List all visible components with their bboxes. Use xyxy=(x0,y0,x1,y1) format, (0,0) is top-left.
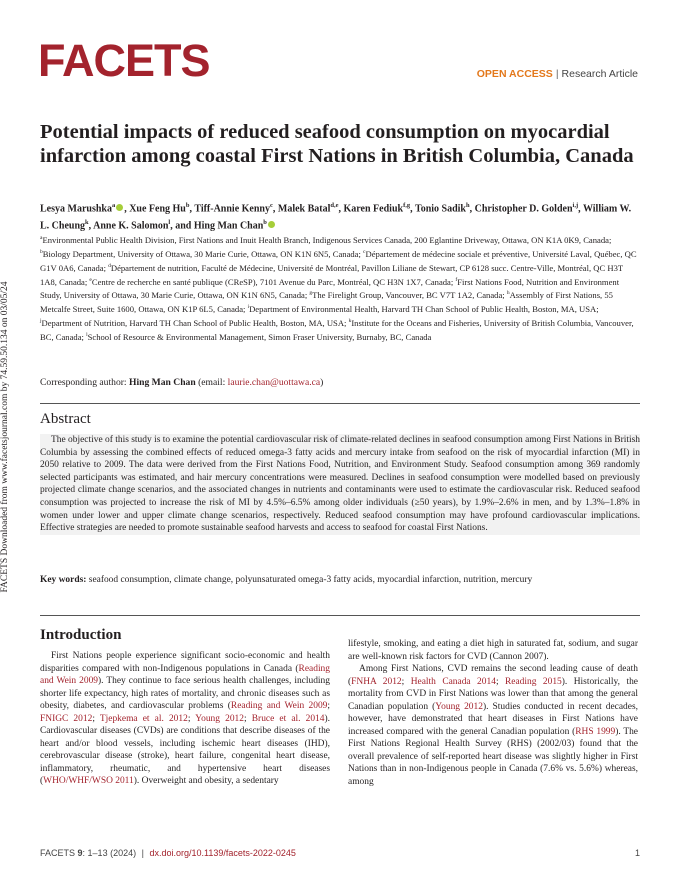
body-text: Among First Nations, CVD remains the second leading cause of death ( xyxy=(348,664,638,687)
abstract-divider xyxy=(40,403,640,404)
orcid-icon[interactable] xyxy=(268,221,275,228)
author-affiliation-sup: b xyxy=(263,218,267,226)
author-list: Lesya Marushka$^a$ , Xue Feng Hu$^b$, Tiff-Annie Kenny$^c$, Malek Batal$^{d,e}$, Karen Fediuk$^{f,g}$, Tonio Sadik$^h$, Christopher D. Golden$^{i,j}$, William W. L. Cheung$^k$, Anne K. Salomon$^l$, and Hing Man Chan$^b$ xyxy=(40,202,632,232)
citation-link[interactable]: Reading and Wein 2009 xyxy=(230,701,328,711)
keywords xyxy=(40,574,640,587)
article-type-header xyxy=(477,68,638,80)
affiliation-text: Département de médecine sociale et préventive, Université Laval, Québec, QC G1V 0A6, Canada; xyxy=(40,248,637,273)
body-text: ). They continue to face serious health challenges, including shorter life expectancy, high rates of mortality, and chronic diseases such as obesity, diabetes, and cardiovascular problems ( xyxy=(40,676,330,711)
citation-link[interactable]: Health Canada 2014 xyxy=(410,676,496,687)
page-footer xyxy=(40,848,640,858)
affiliation-text: Biology Department, University of Ottawa, 30 Marie Curie, Ottawa, ON K1N 6N5, Canada; xyxy=(42,248,364,259)
affiliation-text: Department of Nutrition, Harvard TH Chan School of Public Health, Boston, MA, USA; xyxy=(41,318,349,329)
affiliation-text: Department of Environmental Health, Harvard TH Chan School of Public Health, Boston, MA, USA; xyxy=(249,304,599,315)
affiliation-sup: j xyxy=(40,318,42,325)
affiliation-text: Institute for the Oceans and Fisheries, University of British Columbia, Vancouver, BC, Canada; xyxy=(40,318,634,342)
body-text: ). The First Nations Regional Health Survey (RHS) (2002/03) found that the overall prevalence of self-reported heart disease was slightly higher in First Nations than in non-Indigenous people in Canada (7.6% vs. 5.6%) whereas, among xyxy=(348,726,638,787)
open-access-label: OPEN ACCESS xyxy=(476,68,553,80)
body-text: ; xyxy=(92,713,100,724)
facets-logo[interactable] xyxy=(38,35,210,86)
affiliation-sup: h xyxy=(506,290,510,297)
affiliation-text: Département de nutrition, Faculté de Médecine, Université de Montréal, Pavillon Liliane de Stewart, CP 6128 succ. Centre-Ville, Montréal, QC H3T 1A8, Canada; xyxy=(40,262,623,287)
author-name: Karen Fediuk xyxy=(343,203,404,215)
citation-link[interactable]: FNHA 2012 xyxy=(351,676,402,687)
affiliation-sup: d xyxy=(108,262,111,269)
article-title: Potential impacts of reduced seafood consumption on myocardial infarction among coastal First Nations in British Columbia, Canada xyxy=(40,121,634,167)
body-text: ). Cardiovascular diseases (CVDs) are conditions that describe diseases of the heart and/or blood vessels, including ischemic heart diseases (IHD), cerebrovascular disease (stroke), heart failure, congenital heart disease, inflammatory, rheumatic, and hypertensive heart diseases ( xyxy=(40,713,331,786)
affiliation-text: Centre de recherche en santé publique (CReSP), 7101 Avenue du Parc, Montréal, QC H3N 1X7, Canada; xyxy=(91,276,456,287)
author-name: Tonio Sadik xyxy=(414,203,466,215)
body-text: ; xyxy=(244,713,252,724)
author-name: Malek Batal xyxy=(277,203,331,215)
author-affiliation-sup: f,g xyxy=(403,202,411,209)
affiliation-sup: k xyxy=(348,318,352,325)
intro-divider xyxy=(40,615,640,616)
page-number: 1 xyxy=(634,848,640,858)
article-type-label: Research Article xyxy=(561,68,638,80)
footer-divider: | xyxy=(141,848,144,858)
intro-right-column xyxy=(348,638,638,788)
email-suffix: ) xyxy=(320,377,324,388)
affiliation-text: The Firelight Group, Vancouver, BC V7T 1A2, Canada; xyxy=(312,290,507,301)
citation-link[interactable]: Young 2012 xyxy=(435,701,483,712)
author-name: William W. L. Cheung xyxy=(40,203,632,232)
author-name: Christopher D. Golden xyxy=(474,203,573,215)
intro-paragraph-1-continued: lifestyle, smoking, and eating a diet high in saturated fat, sodium, and sugar are well-known risk factors for CVD (Cannon 2007). xyxy=(348,639,638,662)
facets-logo-text: FACETS xyxy=(38,35,210,86)
author-name: Tiff-Annie Kenny xyxy=(194,203,270,215)
citation-link[interactable]: Reading and Wein 2009 xyxy=(40,663,330,686)
corresponding-label: Corresponding author: xyxy=(40,377,127,388)
author-name: and Hing Man Chan xyxy=(175,220,264,232)
author-affiliation-sup: c xyxy=(270,202,273,209)
affiliation-sup: e xyxy=(89,276,92,283)
corresponding-author xyxy=(40,377,640,388)
header-separator: | xyxy=(555,68,559,80)
body-text: First Nations people experience significant socio-economic and health disparities compared with non-Indigenous populations in Canada ( xyxy=(40,651,330,674)
body-text: ; xyxy=(187,713,196,724)
citation-link[interactable]: Bruce et al. 2014 xyxy=(251,713,325,724)
author-affiliation-sup: h xyxy=(466,202,470,209)
body-text: ). Historically, the mortality from CVD in First Nations was lower than that among the general Canadian population ( xyxy=(348,676,638,712)
body-text: ; xyxy=(327,701,331,711)
affiliation-sup: b xyxy=(40,248,43,255)
affiliation-sup: f xyxy=(455,276,458,283)
affiliation-text: School of Resource & Environmental Management, Simon Fraser University, Burnaby, BC, Canada xyxy=(87,331,432,342)
affiliation-text: Assembly of First Nations, 55 Metcalfe Street, Suite 1600, Ottawa, ON K1P 6L5, Canada; xyxy=(40,290,613,315)
citation-link[interactable]: Young 2012 xyxy=(195,713,244,724)
keywords-text: seafood consumption, climate change, polyunsaturated omega-3 fatty acids, myocardial infarction, nutrition, mercury xyxy=(88,575,533,585)
affiliation-text: Environmental Public Health Division, First Nations and Inuit Health Branch, Indigenous Services Canada, 200 Eglantine Driveway, Ottawa, ON K1A 0K9, Canada; xyxy=(42,234,612,245)
body-text: ). Overweight and obesity, a sedentary xyxy=(133,776,279,786)
download-sidebar: FACETS Downloaded from www.facetsjournal.com by 74.59.50.134 on 03/05/24 xyxy=(0,281,10,593)
introduction-heading: Introduction xyxy=(40,627,122,643)
abstract-heading: Abstract xyxy=(40,411,91,427)
citation-link[interactable]: Tjepkema et al. 2012 xyxy=(99,713,188,724)
author-affiliation-sup: i,j xyxy=(572,202,579,209)
body-text: ; xyxy=(401,676,411,687)
affiliation-sup: l xyxy=(86,332,88,339)
email-prefix: (email: xyxy=(198,377,226,388)
author-affiliation-sup: a xyxy=(111,202,116,209)
affiliation-sup: g xyxy=(309,290,313,297)
footer-volume: 9 xyxy=(77,848,83,858)
affiliation-text: First Nations Food, Nutrition and Environment Study, University of Ottawa, 30 Marie Curie, Ottawa, ON K1N 6N5, Canada; xyxy=(40,276,620,301)
intro-paragraph-1 xyxy=(40,650,330,788)
author-affiliation-sup: d,e xyxy=(330,202,339,209)
citation-link[interactable]: Reading 2015 xyxy=(505,676,562,687)
footer-pages: : 1–13 (2024) xyxy=(82,848,137,858)
intro-paragraph-2 xyxy=(348,663,638,788)
author-name: Lesya Marushka xyxy=(40,203,112,215)
author-affiliation-sup: l xyxy=(168,218,171,226)
affiliation-sup: a xyxy=(40,235,43,241)
citation-link[interactable]: WHO/WHF/WSO 2011 xyxy=(43,776,134,786)
footer-journal: FACETS xyxy=(40,848,76,858)
body-text: ). Studies conducted in recent decades, however, have demonstrated that heart diseases in First Nations have increased compared with the general Canadian population ( xyxy=(348,701,638,737)
author-name: Anne K. Salomon xyxy=(93,220,169,232)
author-affiliation-sup: k xyxy=(85,218,89,226)
affiliations xyxy=(40,232,640,343)
doi-link[interactable]: dx.doi.org/10.1139/facets-2022-0245 xyxy=(149,848,296,858)
keywords-label: Key words: xyxy=(40,575,87,585)
citation-link[interactable]: FNIGC 2012 xyxy=(40,713,93,724)
corresponding-email-link[interactable]: laurie.chan@uottawa.ca xyxy=(227,377,321,388)
author-affiliation-sup: b xyxy=(185,202,190,209)
abstract-text: The objective of this study is to examine the potential cardiovascular risk of climate-related declines in seafood consumption among First Nations in British Columbia by assessing the combined effects of reduced omega-3 fatty acids and mercury intake from seafood on the risk of myocardial infarction (MI) in 2050 relative to 2009. The data were derived from the First Nations Food, Nutrition, and Environment Study. Seafood consumption among 369 randomly selected participants was estimated, and hair mercury concentrations were measured. Declines in seafood consumption were modelled based on previously projected climate change scenarios, and the associated changes in nutrients and contaminants were used to estimate the cardiovascular risk. Reduced seafood consumption was projected to increase the risk of MI by 4.5%–6.5% among older individuals (≥50 years), by 1.9%–2.6% in men, and by 1.3%–1.8% in women under lower and upper climate change scenarios, respectively. Reduced seafood consumption may have profound cardiovascular implications. Effective strategies are needed to promote sustainable seafood harvests and access to seafood for coastal First Nations. xyxy=(40,435,640,534)
orcid-icon[interactable] xyxy=(116,204,123,211)
author-name: Xue Feng Hu xyxy=(129,203,186,215)
affiliation-sup: c xyxy=(363,248,366,255)
citation-link[interactable]: RHS 1999 xyxy=(575,726,616,737)
corresponding-name: Hing Man Chan xyxy=(129,377,196,388)
affiliation-sup: i xyxy=(247,304,250,311)
intro-left-column xyxy=(40,650,330,788)
body-text: ; xyxy=(495,676,505,687)
